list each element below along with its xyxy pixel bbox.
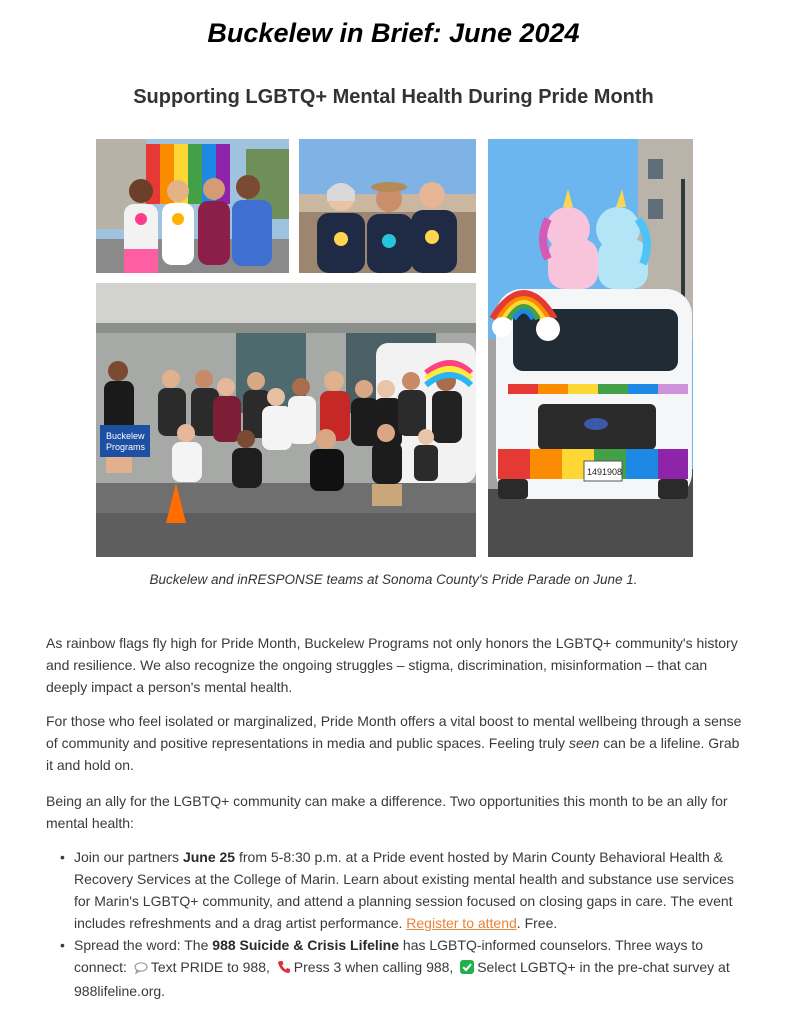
article-heading: Supporting LGBTQ+ Mental Health During Pride Month	[133, 86, 654, 108]
phone-icon	[277, 958, 291, 980]
list-text: Spread the word: The	[74, 937, 213, 953]
list-item	[56, 846, 746, 934]
photo-caption: Buckelew and inRESPONSE teams at Sonoma County's Pride Parade on June 1.	[149, 572, 638, 587]
event-date: June 25	[182, 849, 236, 865]
list-text: . Free.	[516, 915, 558, 931]
decorated-van-photo	[488, 139, 693, 557]
register-link[interactable]: Register to attend	[406, 915, 517, 931]
banner-sign-text: Buckelew	[106, 431, 145, 441]
license-plate-text: 1491908	[587, 467, 623, 477]
wellbeing-paragraph	[46, 710, 746, 776]
list-item	[56, 934, 746, 1002]
emphasis-text: seen	[568, 735, 600, 751]
list-text: Join our partners	[74, 849, 183, 865]
bullet-icon: •	[60, 849, 65, 865]
checkmark-icon	[460, 958, 474, 980]
opportunities-list	[56, 846, 746, 1002]
banner-sign-text: Programs	[106, 442, 146, 452]
ally-paragraph: Being an ally for the LGBTQ+ community can make a difference. Two opportunities this month to be an ally for mental health:	[46, 793, 728, 831]
pride-group-photo-2	[299, 139, 476, 273]
list-text: from 5-8:30 p.m. at a Pride event hosted by Marin County Behavioral Health & Recovery Services at the College of Marin. Learn about existing mental health and substance use services for Marin's LGBTQ+ community, and attend a planning session focused on closing gaps in care. The event includes refreshments and a drag artist performance.	[74, 849, 734, 931]
newsletter-title: Buckelew in Brief: June 2024	[207, 18, 580, 48]
contact-option-text: Select LGBTQ+ in the pre-chat survey at 988lifeline.org.	[74, 959, 730, 999]
paragraph-text: can be a lifeline. Grab it and hold on.	[46, 735, 740, 773]
list-text: has LGBTQ-informed counselors. Three ways to connect:	[74, 937, 704, 975]
pride-team-group-photo	[96, 283, 476, 557]
lifeline-name: 988 Suicide & Crisis Lifeline	[212, 937, 400, 953]
contact-option-text: Text PRIDE to 988,	[150, 959, 270, 975]
bullet-icon: •	[60, 937, 65, 953]
paragraph-text: For those who feel isolated or marginalized, Pride Month offers a vital boost to mental wellbeing through a sense of community and positive representations in media and public spaces. Feeling truly	[46, 713, 742, 751]
pride-group-photo-1	[96, 139, 289, 273]
contact-option-text: Press 3 when calling 988,	[293, 959, 454, 975]
intro-paragraph: As rainbow flags fly high for Pride Month, Buckelew Programs not only honors the LGBTQ+ community's history and resilience. We also recognize the ongoing struggles – stigma, discrimination, misinformation – that can deeply impact a person's mental health.	[46, 635, 738, 695]
speech-bubble-icon	[134, 958, 148, 980]
